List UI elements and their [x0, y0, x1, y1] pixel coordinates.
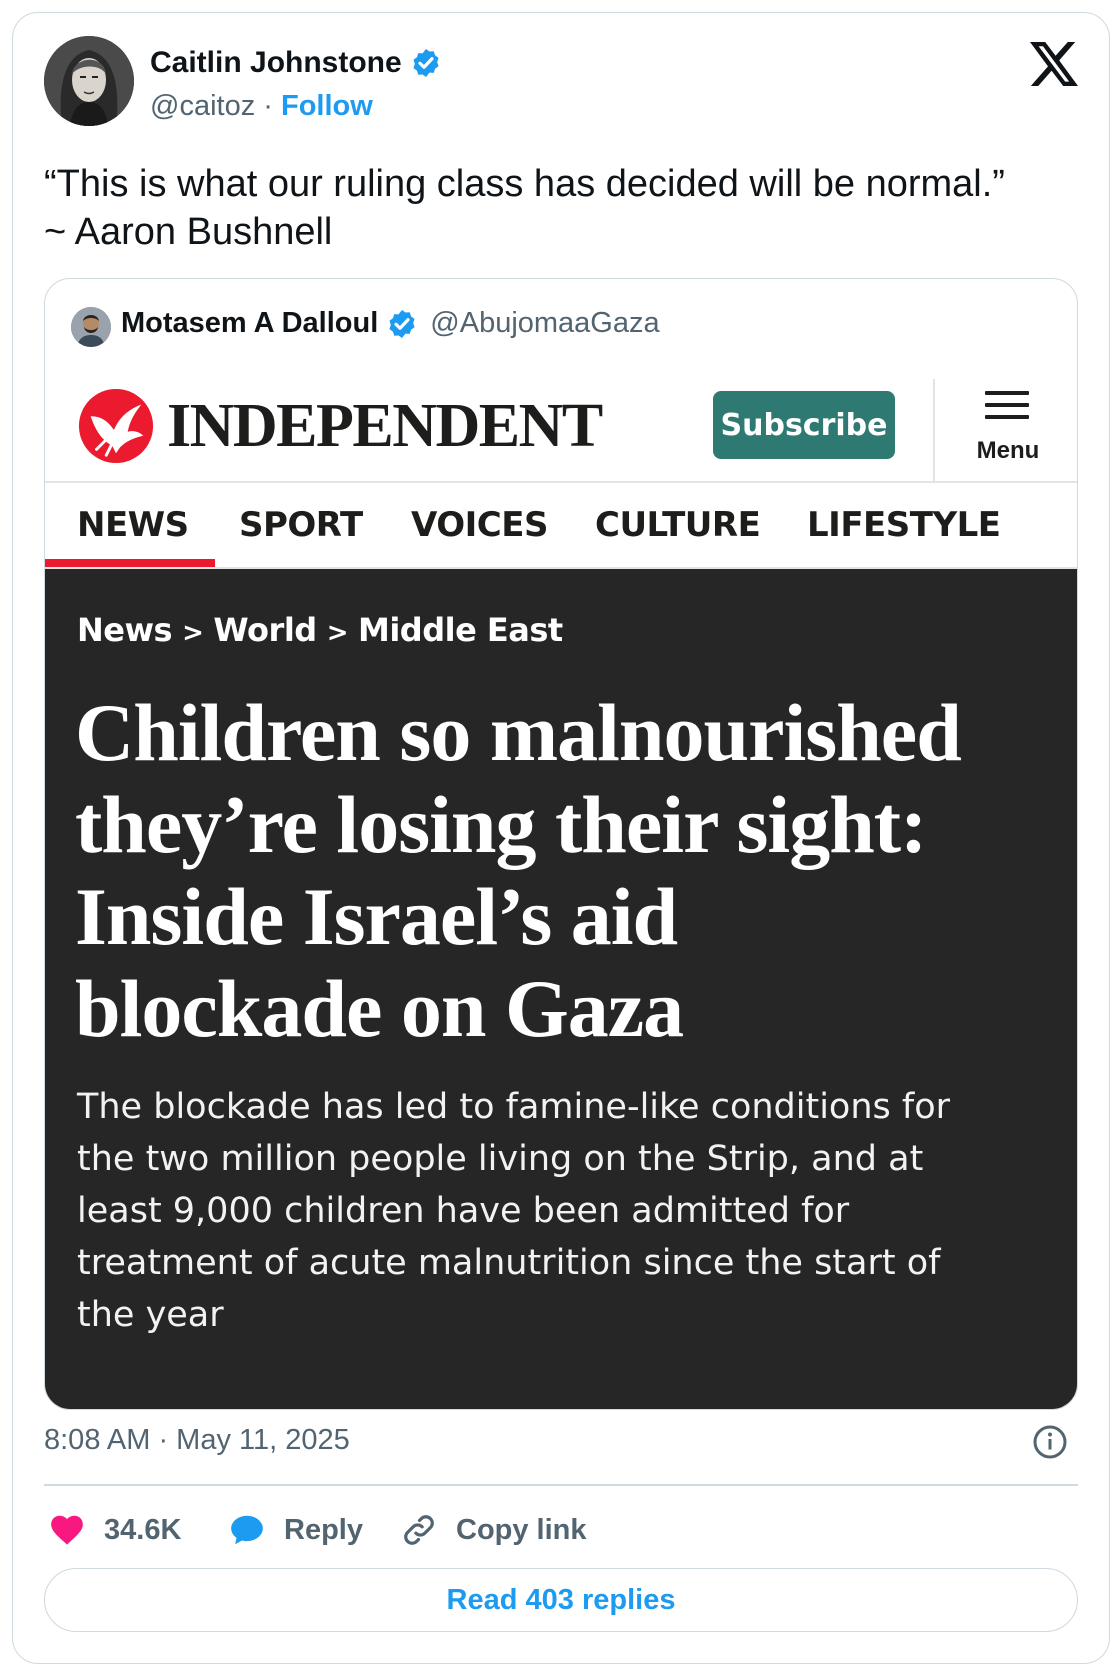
read-replies-button[interactable]: Read 403 replies [44, 1568, 1078, 1632]
reply-label: Reply [284, 1513, 363, 1546]
hamburger-icon [985, 391, 1029, 427]
actions-divider [44, 1484, 1078, 1486]
headline-line: blockade on Gaza [75, 963, 684, 1054]
copy-link-button[interactable] [400, 1508, 587, 1552]
headline-line: Inside Israel’s aid [75, 871, 678, 962]
author-avatar[interactable] [44, 36, 134, 126]
independent-nav [45, 481, 1078, 569]
standfirst-line: treatment of acute malnutrition since the start of [77, 1243, 941, 1283]
handle-separator: · [263, 90, 273, 122]
menu-button[interactable] [963, 385, 1053, 469]
standfirst-line: least 9,000 children have been admitted for [77, 1191, 850, 1231]
tweet-timestamp[interactable]: 8:08 AM · May 11, 2025 [44, 1424, 350, 1456]
breadcrumb-news[interactable]: News [77, 611, 173, 649]
info-icon[interactable] [1032, 1424, 1068, 1460]
menu-divider [933, 379, 935, 481]
article-headline [75, 687, 1065, 1055]
quoted-verified-badge-icon [386, 308, 418, 340]
handle-line [150, 90, 373, 123]
quoted-tweet[interactable] [44, 278, 1078, 1410]
headline-line: Children so malnourished [75, 687, 961, 778]
quoted-author-name-text[interactable]: Motasem A Dalloul [121, 307, 379, 339]
standfirst-line: the two million people living on the Strip, and at [77, 1139, 924, 1179]
tweet-text-line: ~ Aaron Bushnell [44, 211, 333, 253]
quoted-author-name[interactable] [121, 307, 660, 340]
like-button[interactable] [48, 1508, 181, 1552]
subscribe-button[interactable]: Subscribe [713, 391, 895, 459]
quoted-author-avatar[interactable] [71, 307, 111, 347]
breadcrumb [77, 611, 563, 649]
like-count: 34.6K [104, 1513, 182, 1546]
tweet-text [44, 160, 1074, 256]
independent-header [45, 369, 1078, 481]
breadcrumb-separator: > [326, 618, 348, 648]
nav-lifestyle[interactable]: LIFESTYLE [807, 505, 1001, 545]
author-handle[interactable]: @caitoz [150, 90, 256, 122]
link-icon [400, 1511, 438, 1549]
nav-sport[interactable]: SPORT [239, 505, 363, 545]
independent-eagle-logo-icon [77, 387, 155, 465]
nav-active-indicator [45, 559, 215, 567]
avatar-portrait-icon [44, 36, 134, 126]
article-standfirst [77, 1081, 1057, 1341]
copy-link-label: Copy link [456, 1513, 587, 1546]
reply-button[interactable] [228, 1508, 363, 1552]
follow-button[interactable]: Follow [281, 90, 373, 122]
heart-icon [48, 1511, 86, 1549]
quoted-author-handle[interactable]: @AbujomaaGaza [430, 307, 660, 339]
nav-culture[interactable]: CULTURE [595, 505, 761, 545]
nav-news[interactable]: NEWS [77, 505, 189, 545]
menu-label: Menu [976, 437, 1040, 464]
breadcrumb-separator: > [182, 618, 204, 648]
author-name-text[interactable]: Caitlin Johnstone [150, 46, 402, 79]
verified-badge-icon [410, 47, 442, 79]
breadcrumb-middle-east[interactable]: Middle East [357, 611, 563, 649]
independent-wordmark: INDEPENDENT [167, 392, 602, 460]
breadcrumb-world[interactable]: World [213, 611, 317, 649]
author-name[interactable] [150, 46, 442, 80]
x-logo-icon[interactable] [1030, 42, 1078, 86]
headline-line: they’re losing their sight: [75, 779, 927, 870]
reply-bubble-icon [228, 1511, 266, 1549]
tweet-text-line: “This is what our ruling class has decided will be normal.” [44, 163, 1005, 205]
nav-voices[interactable]: VOICES [411, 505, 548, 545]
article-panel [45, 569, 1078, 1410]
standfirst-line: The blockade has led to famine-like conditions for [77, 1087, 951, 1127]
quoted-avatar-icon [71, 307, 111, 347]
standfirst-line: the year [77, 1295, 224, 1335]
